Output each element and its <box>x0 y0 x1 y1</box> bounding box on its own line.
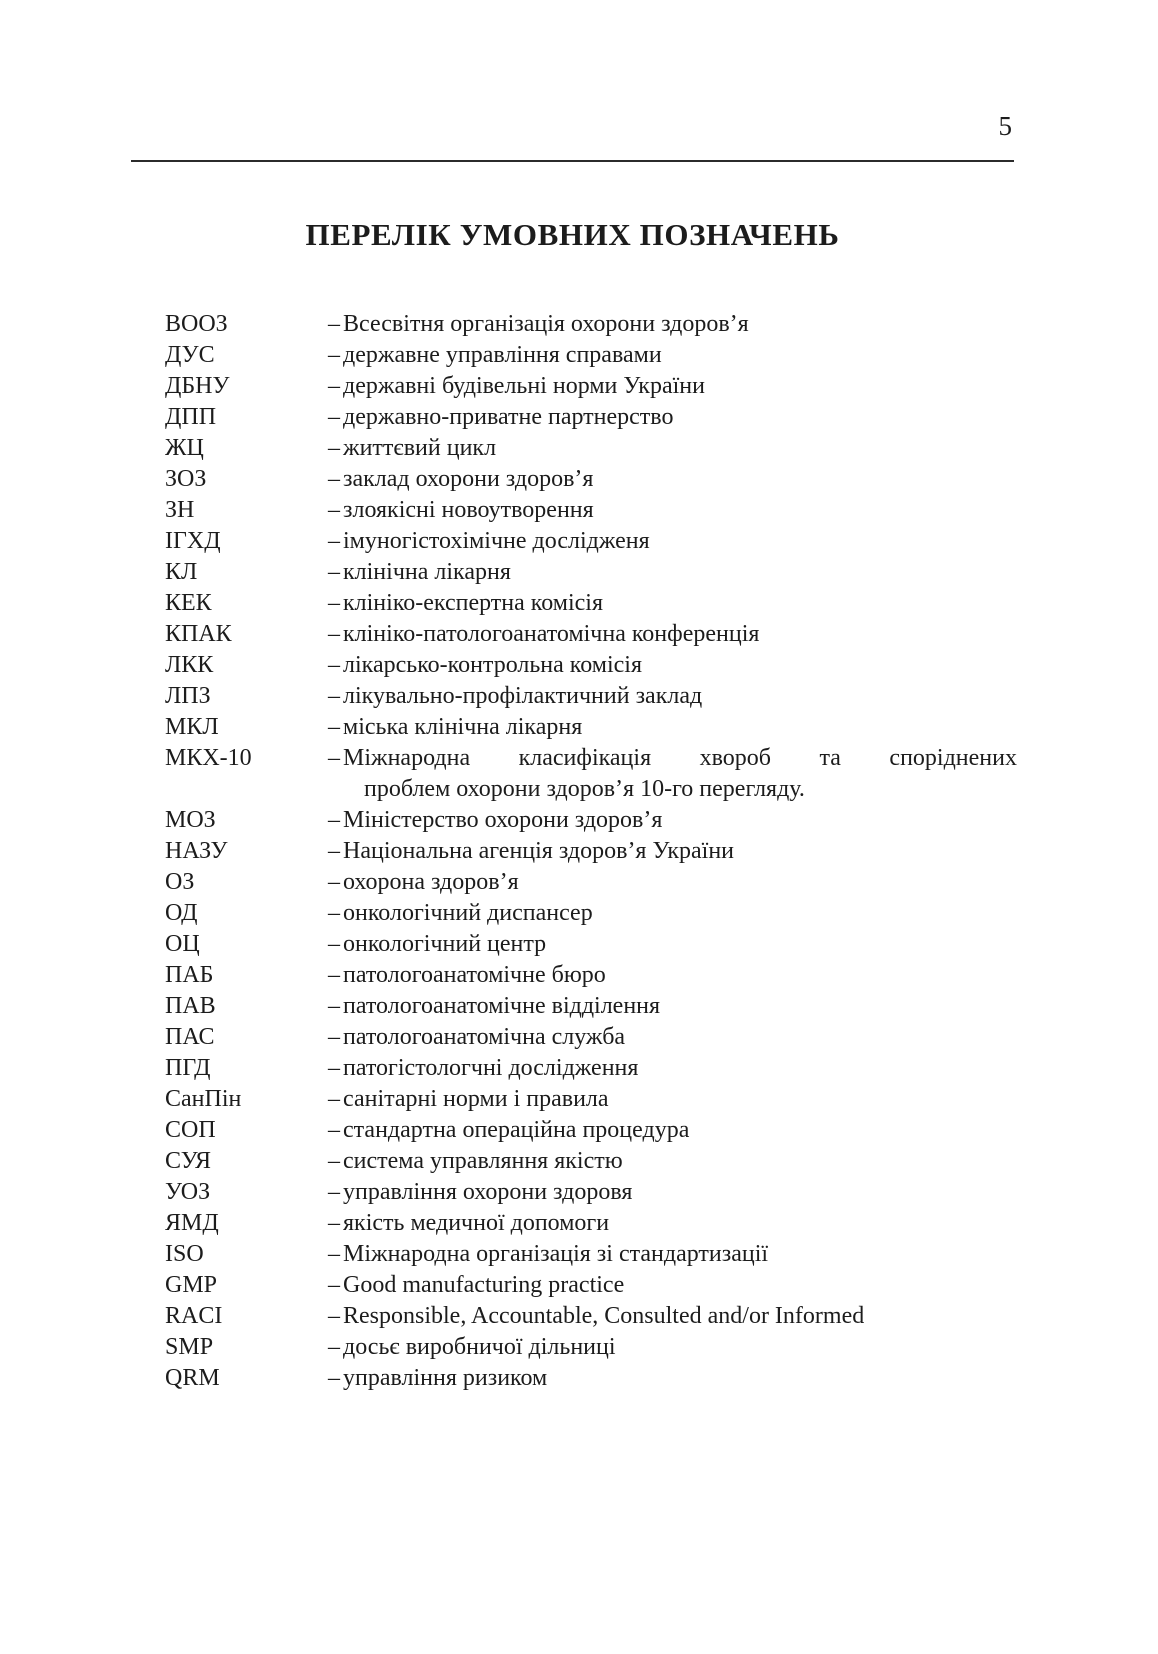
abbreviation-row <box>165 402 1017 433</box>
dash-separator: – <box>328 435 340 461</box>
abbreviation-description <box>343 588 1017 619</box>
abbreviation-description <box>343 309 1017 340</box>
abbreviation-code: КПАК <box>165 621 232 647</box>
abbreviation-code: GMP <box>165 1272 218 1298</box>
abbreviation-description <box>343 526 1017 557</box>
abbreviation-row <box>165 1022 1017 1053</box>
abbreviation-row <box>165 1301 1017 1332</box>
abbreviation-description <box>343 433 1017 464</box>
abbreviation-code: RACI <box>165 1303 223 1329</box>
dash-separator: – <box>328 900 340 926</box>
abbreviation-row <box>165 836 1017 867</box>
page-number: 5 <box>998 111 1012 141</box>
abbreviation-row <box>165 1115 1017 1146</box>
dash-separator: – <box>328 838 340 864</box>
dash-separator: – <box>328 931 340 957</box>
abbreviation-row <box>165 557 1017 588</box>
abbreviation-row <box>165 340 1017 371</box>
abbreviation-description <box>343 1301 1017 1332</box>
abbreviation-code: ВООЗ <box>165 311 228 337</box>
abbreviation-code: ЗОЗ <box>165 466 207 492</box>
description-line-1: патологоанатомічна служба <box>343 1024 626 1050</box>
abbreviation-description <box>343 1053 1017 1084</box>
abbreviation-code: ДУС <box>165 342 215 368</box>
dash-separator: – <box>328 404 340 430</box>
abbreviation-description <box>343 712 1017 743</box>
abbreviation-description <box>343 898 1017 929</box>
abbreviation-description <box>343 1270 1017 1301</box>
abbreviation-row <box>165 898 1017 929</box>
description-line-1: Національна агенція здоров’я України <box>343 838 735 864</box>
abbreviation-description <box>343 619 1017 650</box>
abbreviation-description <box>343 371 1017 402</box>
abbreviation-code: ПАВ <box>165 993 216 1019</box>
dash-separator: – <box>328 621 340 647</box>
abbreviation-description <box>343 1022 1017 1053</box>
abbreviation-row <box>165 1239 1017 1270</box>
abbreviation-code: ДБНУ <box>165 373 230 399</box>
abbreviation-row <box>165 743 1017 805</box>
dash-separator: – <box>328 342 340 368</box>
abbreviation-code: КЕК <box>165 590 212 616</box>
page-title: ПЕРЕЛІК УМОВНИХ ПОЗНАЧЕНЬ <box>305 217 840 252</box>
abbreviation-code: ІГХД <box>165 528 221 554</box>
abbreviation-description <box>343 340 1017 371</box>
abbreviation-code: ЛПЗ <box>165 683 211 709</box>
abbreviation-row <box>165 712 1017 743</box>
dash-separator: – <box>328 497 340 523</box>
description-line-1: охорона здоров’я <box>343 869 519 895</box>
dash-separator: – <box>328 683 340 709</box>
dash-separator: – <box>328 993 340 1019</box>
description-line-1: лікарсько-контрольна комісія <box>343 652 642 678</box>
description-line-1: державні будівельні норми України <box>343 373 705 399</box>
abbreviation-code: ОЦ <box>165 931 200 957</box>
description-line-1: санітарні норми і правила <box>343 1086 609 1112</box>
dash-separator: – <box>328 311 340 337</box>
abbreviation-code: QRM <box>165 1365 220 1391</box>
description-line-1: патогістологчні дослідження <box>343 1055 639 1081</box>
description-line-1: клініко-патологоанатомічна конференція <box>343 621 760 647</box>
dash-separator: – <box>328 1179 340 1205</box>
abbreviation-description <box>343 1084 1017 1115</box>
dash-separator: – <box>328 745 340 771</box>
description-line-1: стандартна операційна процедура <box>343 1117 690 1143</box>
dash-separator: – <box>328 962 340 988</box>
description-line-2: проблем охорони здоров’я 10-го перегляду. <box>364 776 805 802</box>
abbreviation-row <box>165 1084 1017 1115</box>
abbreviation-code: ЗН <box>165 497 195 523</box>
abbreviation-description <box>343 960 1017 991</box>
description-line-1: система управляння якістю <box>343 1148 623 1174</box>
abbreviation-code: СУЯ <box>165 1148 211 1174</box>
abbreviation-code: ПАБ <box>165 962 214 988</box>
abbreviation-description <box>343 1177 1017 1208</box>
dash-separator: – <box>328 1148 340 1174</box>
abbreviation-row <box>165 619 1017 650</box>
abbreviation-code: НАЗУ <box>165 838 228 864</box>
dash-separator: – <box>328 373 340 399</box>
dash-separator: – <box>328 1117 340 1143</box>
abbreviation-row <box>165 681 1017 712</box>
abbreviation-row <box>165 588 1017 619</box>
abbreviation-description <box>343 681 1017 712</box>
dash-separator: – <box>328 1241 340 1267</box>
abbreviation-row <box>165 929 1017 960</box>
description-line-1: патологоанатомічне бюро <box>343 962 606 988</box>
abbreviation-description <box>343 1115 1017 1146</box>
dash-separator: – <box>328 1334 340 1360</box>
dash-separator: – <box>328 1272 340 1298</box>
description-line-1: клініко-експертна комісія <box>343 590 603 616</box>
abbreviation-code: ЛКК <box>165 652 214 678</box>
abbreviation-row <box>165 1363 1017 1394</box>
dash-separator: – <box>328 807 340 833</box>
abbreviation-row <box>165 433 1017 464</box>
description-line-1: лікувально-профілактичний заклад <box>343 683 703 709</box>
dash-separator: – <box>328 1055 340 1081</box>
description-line-1: клінічна лікарня <box>343 559 511 585</box>
abbreviation-description <box>343 495 1017 526</box>
dash-separator: – <box>328 1303 340 1329</box>
description-line-1: патологоанатомічне відділення <box>343 993 661 1019</box>
description-line-1: Good manufacturing practice <box>343 1272 625 1298</box>
description-line-1: міська клінічна лікарня <box>343 714 583 740</box>
abbreviation-code: КЛ <box>165 559 198 585</box>
abbreviation-row <box>165 1146 1017 1177</box>
abbreviation-description <box>343 1208 1017 1239</box>
abbreviation-description <box>343 1332 1017 1363</box>
abbreviation-row <box>165 495 1017 526</box>
dash-separator: – <box>328 1210 340 1236</box>
abbreviation-row <box>165 1053 1017 1084</box>
description-line-1: онкологічний диспансер <box>343 900 593 926</box>
abbreviation-description <box>343 1146 1017 1177</box>
abbreviation-code: МОЗ <box>165 807 216 833</box>
dash-separator: – <box>328 869 340 895</box>
abbreviation-description <box>343 402 1017 433</box>
abbreviation-description <box>343 1239 1017 1270</box>
description-line-1: якість медичної допомоги <box>343 1210 610 1236</box>
dash-separator: – <box>328 528 340 554</box>
dash-separator: – <box>328 1024 340 1050</box>
abbreviation-row <box>165 1208 1017 1239</box>
abbreviation-row <box>165 371 1017 402</box>
description-line-1: Міжнародна організація зі стандартизації <box>343 1241 769 1267</box>
abbreviations-list <box>165 309 1017 1394</box>
description-line-1: Responsible, Accountable, Consulted and/or Informed <box>343 1303 865 1329</box>
dash-separator: – <box>328 559 340 585</box>
abbreviation-code: ПГД <box>165 1055 211 1081</box>
dash-separator: – <box>328 1365 340 1391</box>
dash-separator: – <box>328 590 340 616</box>
dash-separator: – <box>328 652 340 678</box>
description-line-1: заклад охорони здоров’я <box>343 466 594 492</box>
description-line-1: управління ризиком <box>343 1365 548 1391</box>
abbreviation-code: ЖЦ <box>165 435 204 461</box>
description-line-1: державно-приватне партнерство <box>343 404 674 430</box>
abbreviation-description <box>343 464 1017 495</box>
abbreviation-description <box>343 867 1017 898</box>
abbreviation-row <box>165 991 1017 1022</box>
abbreviation-description <box>343 557 1017 588</box>
description-line-1: досьє виробничої дільниці <box>343 1334 616 1360</box>
abbreviation-description <box>343 991 1017 1022</box>
abbreviation-row <box>165 1177 1017 1208</box>
abbreviation-row <box>165 867 1017 898</box>
abbreviation-row <box>165 805 1017 836</box>
description-line-1: Всесвітня організація охорони здоров’я <box>343 311 749 337</box>
description-line-1: державне управління справами <box>343 342 662 368</box>
dash-separator: – <box>328 1086 340 1112</box>
abbreviation-code: ДПП <box>165 404 217 430</box>
description-line-1: Міністерство охорони здоров’я <box>343 807 663 833</box>
abbreviation-description <box>343 1363 1017 1394</box>
abbreviation-code: УОЗ <box>165 1179 211 1205</box>
abbreviation-code: СОП <box>165 1117 216 1143</box>
abbreviation-code: ОД <box>165 900 198 926</box>
abbreviation-code: ОЗ <box>165 869 195 895</box>
abbreviation-description <box>343 836 1017 867</box>
abbreviation-code: МКХ-10 <box>165 745 252 771</box>
abbreviation-row <box>165 960 1017 991</box>
abbreviation-row <box>165 650 1017 681</box>
abbreviation-code: SMP <box>165 1334 214 1360</box>
abbreviation-row <box>165 526 1017 557</box>
dash-separator: – <box>328 714 340 740</box>
abbreviation-row <box>165 464 1017 495</box>
abbreviation-description <box>343 805 1017 836</box>
abbreviation-description <box>343 929 1017 960</box>
abbreviation-code: ПАС <box>165 1024 215 1050</box>
abbreviation-code: СанПін <box>165 1086 242 1112</box>
description-line-1: управління охорони здоровя <box>343 1179 633 1205</box>
abbreviation-code: ISO <box>165 1241 204 1267</box>
description-line-1: імуногістохімічне дослідженя <box>343 528 650 554</box>
dash-separator: – <box>328 466 340 492</box>
abbreviation-row <box>165 309 1017 340</box>
abbreviation-description <box>343 650 1017 681</box>
description-line-1: Міжнародна класифікація хвороб та споріднених <box>343 745 1017 771</box>
abbreviation-row <box>165 1270 1017 1301</box>
description-line-1: життєвий цикл <box>343 435 497 461</box>
abbreviation-code: ЯМД <box>165 1210 219 1236</box>
header-rule <box>131 160 1014 162</box>
abbreviation-row <box>165 1332 1017 1363</box>
description-line-1: онкологічний центр <box>343 931 547 957</box>
abbreviation-description <box>343 743 1017 805</box>
description-line-1: злоякісні новоутворення <box>343 497 594 523</box>
abbreviation-code: МКЛ <box>165 714 219 740</box>
